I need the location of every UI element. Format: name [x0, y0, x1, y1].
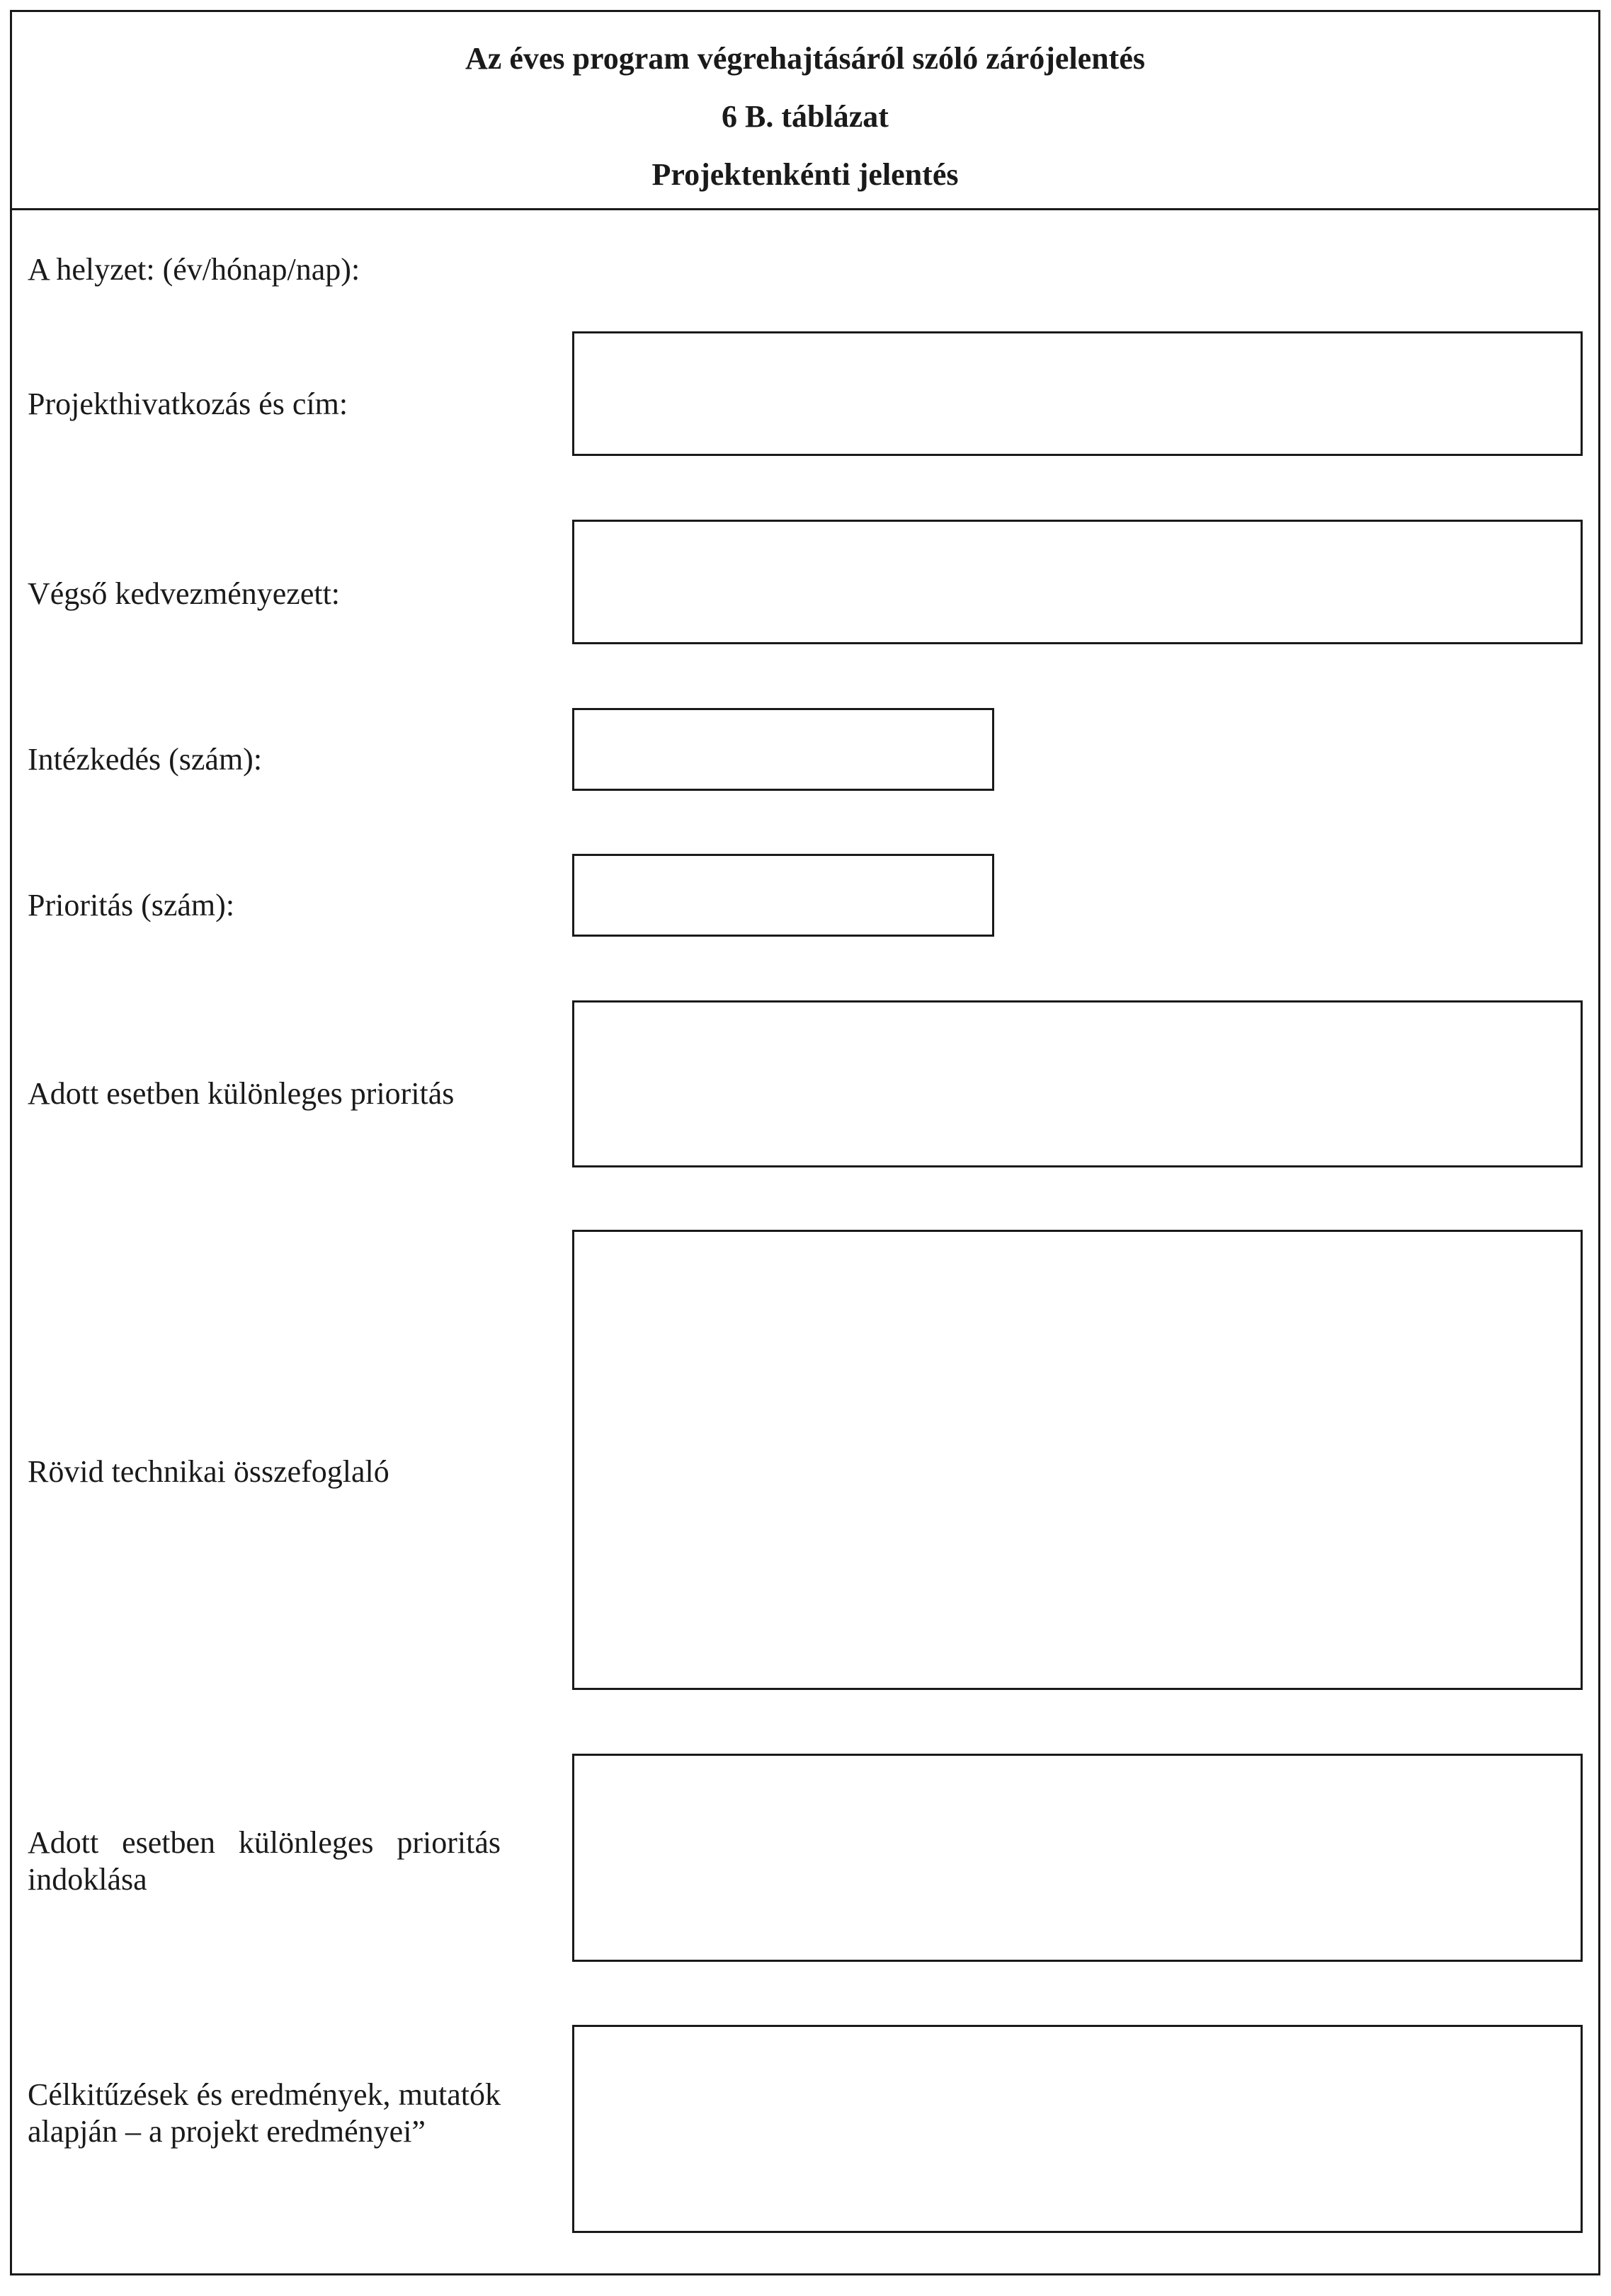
measure-number-field[interactable]	[572, 708, 994, 791]
special-priority-justification-field[interactable]	[572, 1754, 1583, 1962]
technical-summary-field[interactable]	[572, 1230, 1583, 1690]
priority-number-label: Prioritás (szám):	[28, 888, 235, 923]
special-priority-justification-label: Adott esetben különleges prioritás indoklása	[28, 1825, 501, 1897]
form-title: Az éves program végrehajtásáról szóló zárójelentés	[465, 41, 1145, 76]
form-table	[10, 10, 1600, 2275]
objectives-results-field[interactable]	[572, 2025, 1583, 2233]
objectives-results-label: Célkitűzések és eredmények, mutatók alapján – a projekt eredményei”	[28, 2077, 501, 2149]
measure-number-label: Intézkedés (szám):	[28, 742, 263, 777]
final-beneficiary-label: Végső kedvezményezett:	[28, 576, 341, 611]
form-header	[12, 12, 1598, 210]
special-priority-label: Adott esetben különleges prioritás	[28, 1076, 455, 1111]
status-date-label: A helyzet: (év/hónap/nap):	[28, 252, 360, 287]
project-reference-label: Projekthivatkozás és cím:	[28, 387, 348, 421]
priority-number-field[interactable]	[572, 854, 994, 937]
technical-summary-label: Rövid technikai összefoglaló	[28, 1454, 389, 1489]
special-priority-field[interactable]	[572, 1000, 1583, 1167]
form-subtitle: Projektenkénti jelentés	[651, 157, 959, 192]
project-reference-field[interactable]	[572, 331, 1583, 456]
table-number: 6 B. táblázat	[722, 99, 889, 134]
final-beneficiary-field[interactable]	[572, 520, 1583, 644]
